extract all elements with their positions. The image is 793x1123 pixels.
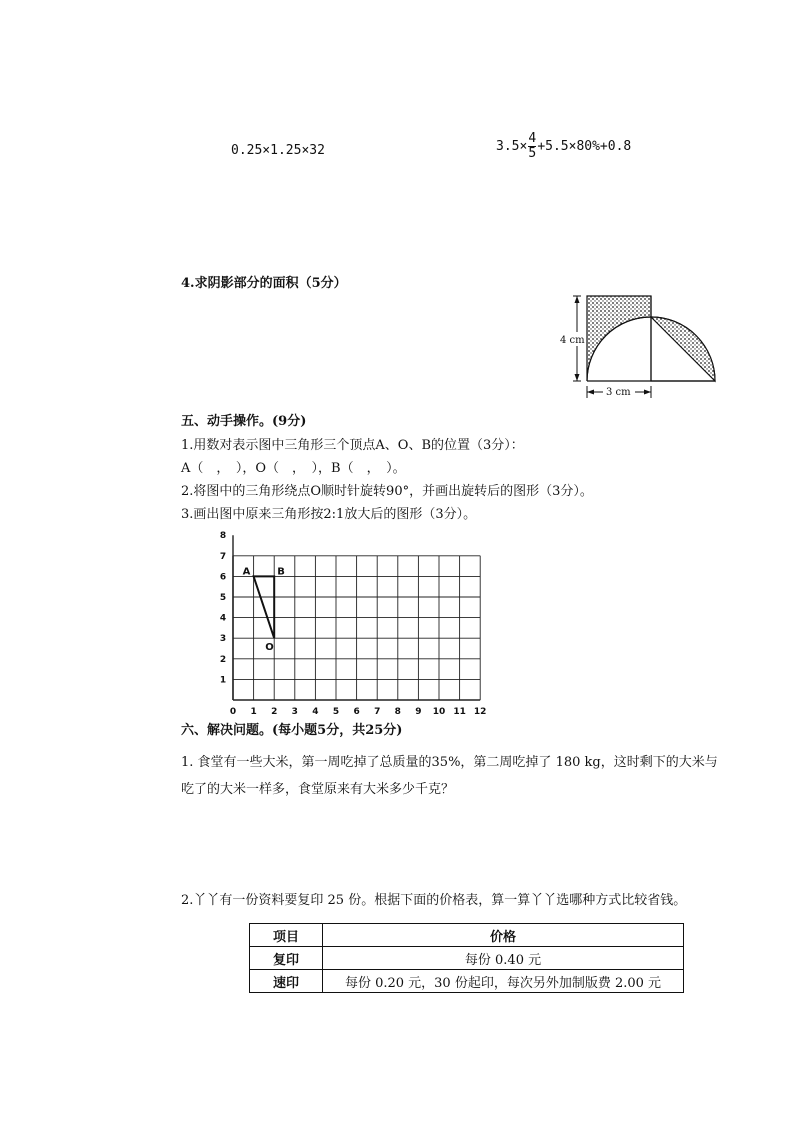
x-tick-label: 11 bbox=[453, 707, 466, 717]
y-tick-label: 8 bbox=[219, 531, 227, 542]
calc-expression-1: 0.25×1.25×32 bbox=[231, 143, 325, 158]
table-header-row bbox=[250, 924, 684, 947]
triangle-abo bbox=[254, 576, 275, 638]
x-tick-label: 3 bbox=[291, 707, 298, 717]
table-row bbox=[250, 970, 684, 993]
section5-heading: 五、动手操作。(9分) bbox=[181, 414, 307, 429]
table-row bbox=[250, 947, 684, 970]
x-tick-label: 9 bbox=[415, 707, 422, 717]
section5-q3: 3.画出图中原来三角形按2:1放大后的图形（3分）。 bbox=[181, 507, 477, 522]
table-cell-price: 每份 0.20 元，30 份起印，每次另外加制版费 2.00 元 bbox=[323, 970, 684, 993]
price-table bbox=[249, 923, 684, 993]
x-tick-label: 5 bbox=[332, 707, 340, 717]
x-tick-label: 7 bbox=[374, 707, 381, 717]
x-tick-label: 1 bbox=[250, 707, 257, 717]
fraction-denominator: 5 bbox=[528, 146, 537, 161]
calc-expression-2-part-a: 3.5× bbox=[496, 139, 528, 154]
y-tick-label: 3 bbox=[219, 634, 227, 645]
fraction bbox=[528, 132, 536, 161]
problem2-text: 2.丫丫有一份资料要复印 25 份。根据下面的价格表，算一算丫丫选哪种方式比较省钱。 bbox=[181, 893, 687, 908]
section5-q1: 1.用数对表示图中三角形三个顶点A、O、B的位置（3分）： bbox=[181, 438, 524, 453]
x-tick-label: 4 bbox=[312, 707, 319, 717]
x-tick-label: 8 bbox=[394, 707, 401, 717]
calc-expression-2-part-b: +5.5×80%+0.8 bbox=[537, 139, 632, 154]
problem1-line2: 吃了的大米一样多，食堂原来有大米多少千克？ bbox=[181, 782, 455, 797]
point-label-o: O bbox=[265, 642, 274, 654]
section6-heading: 六、解决问题。(每小题5分，共25分) bbox=[181, 723, 403, 738]
width-label: 3 cm bbox=[606, 387, 631, 398]
fraction-numerator: 4 bbox=[528, 131, 537, 146]
calc-expression-2 bbox=[496, 132, 631, 161]
table-cell-price: 每份 0.40 元 bbox=[323, 947, 684, 970]
x-tick-label: 0 bbox=[229, 707, 237, 717]
table-header-item: 项目 bbox=[250, 924, 323, 947]
section5-q2: 2.将图中的三角形绕点O顺时针旋转90°，并画出旋转后的图形（3分）。 bbox=[181, 484, 593, 499]
height-label: 4 cm bbox=[560, 335, 585, 346]
table-header-price: 价格 bbox=[323, 924, 684, 947]
section5-q1-answer: A（ ， ），O（ ， ），B（ ， ）。 bbox=[181, 461, 406, 476]
problem1-line1: 1. 食堂有一些大米，第一周吃掉了总质量的35%，第二周吃掉了 180 kg，这时剩下的大米与 bbox=[181, 755, 718, 770]
y-tick-label: 2 bbox=[219, 654, 227, 665]
x-tick-label: 12 bbox=[473, 707, 487, 717]
x-tick-label: 10 bbox=[432, 707, 446, 717]
table-cell-item: 复印 bbox=[250, 947, 323, 970]
y-tick-label: 5 bbox=[219, 593, 227, 603]
coordinate-grid bbox=[205, 525, 495, 720]
x-tick-label: 2 bbox=[271, 707, 278, 717]
x-tick-label: 6 bbox=[353, 707, 360, 717]
point-label-a: A bbox=[242, 566, 251, 578]
q4-title: 4.求阴影部分的面积（5分） bbox=[181, 276, 347, 291]
shaded-area-figure bbox=[560, 290, 730, 400]
table-cell-item: 速印 bbox=[250, 970, 323, 993]
point-label-b: B bbox=[277, 566, 285, 578]
y-tick-label: 7 bbox=[219, 551, 227, 562]
y-tick-label: 4 bbox=[219, 613, 227, 624]
y-tick-label: 6 bbox=[219, 572, 227, 583]
shaded-region-left bbox=[587, 296, 651, 381]
y-tick-label: 1 bbox=[219, 675, 227, 686]
